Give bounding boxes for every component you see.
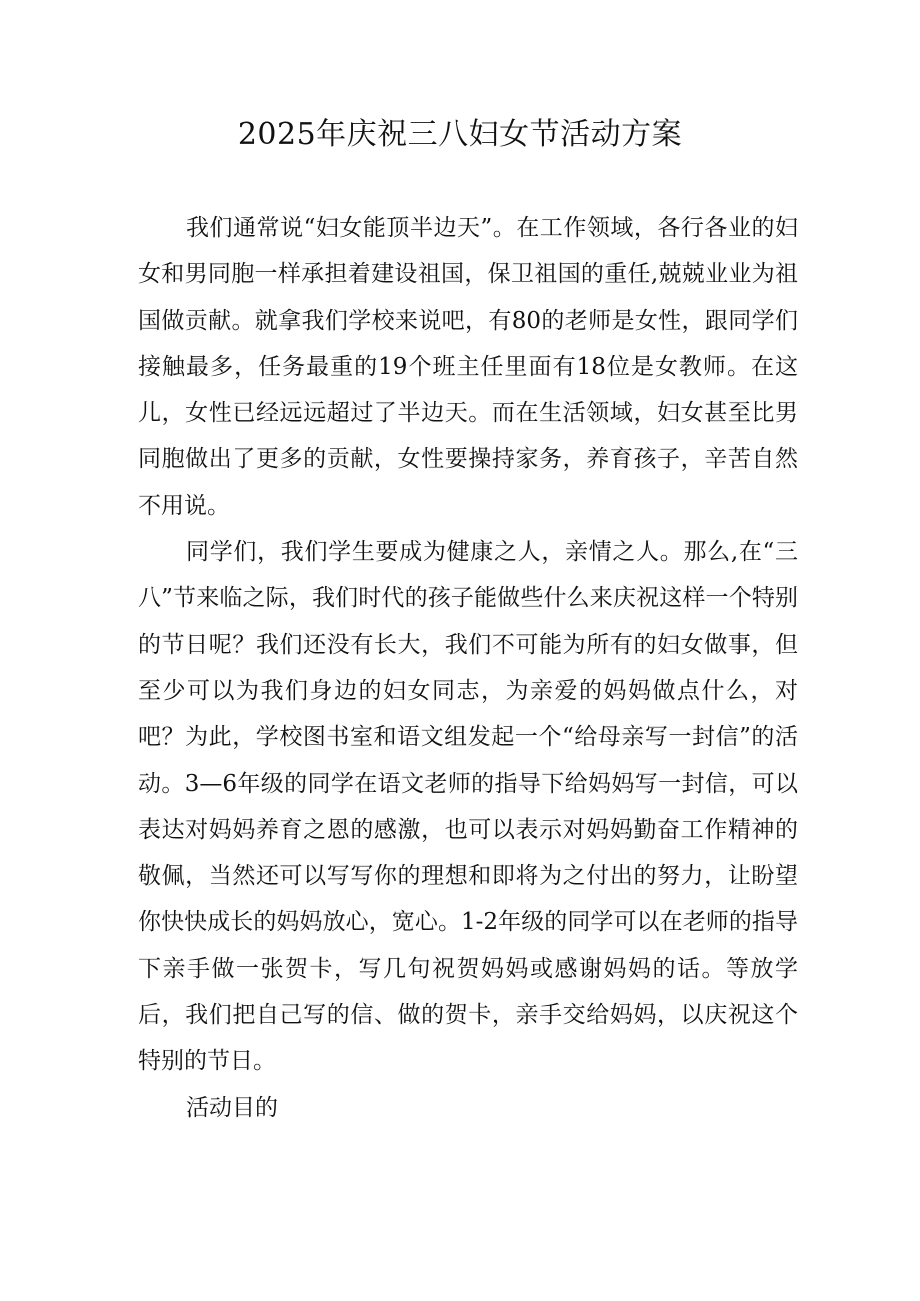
document-title: 2025年庆祝三八妇女节活动方案 [237,117,683,152]
paragraph-2: 同学们，我们学生要成为健康之人，亲情之人。那么,在“三八”节来临之际，我们时代的孩子能做些什么来庆祝这样一个特别的节日呢？我们还没有长大，我们不可能为所有的妇女做事，但至少可以为我们身边的妇女同志，为亲爱的妈妈做点什么，对吧？为此，学校图书室和语文组发起一个“给母亲写一封信”的活动。3—6年级的同学在语文老师的指导下给妈妈写一封信，可以表达对妈妈养育之恩的感激，也可以表示对妈妈勤奋工作精神的敬佩，当然还可以写写你的理想和即将为之付出的努力，让盼望你快快成长的妈妈放心，宽心。1-2年级的同学可以在老师的指导下亲手做一张贺卡，写几句祝贺妈妈或感谢妈妈的话。等放学后，我们把自己写的信、做的贺卡，亲手交给妈妈，以庆祝这个特别的节日。 [138,539,798,1075]
section-heading: 活动目的 [186,1094,278,1121]
document-body [138,205,798,1131]
paragraph-1: 我们通常说“妇女能顶半边天”。在工作领域，各行各业的妇女和男同胞一样承担着建设祖国，保卫祖国的重任,兢兢业业为祖国做贡献。就拿我们学校来说吧，有80的老师是女性，跟同学们接触最多，任务最重的19个班主任里面有18位是女教师。在这儿，女性已经远远超过了半边天。而在生活领域，妇女甚至比男同胞做出了更多的贡献，女性要操持家务，养育孩子，辛苦自然不用说。 [138,215,798,519]
